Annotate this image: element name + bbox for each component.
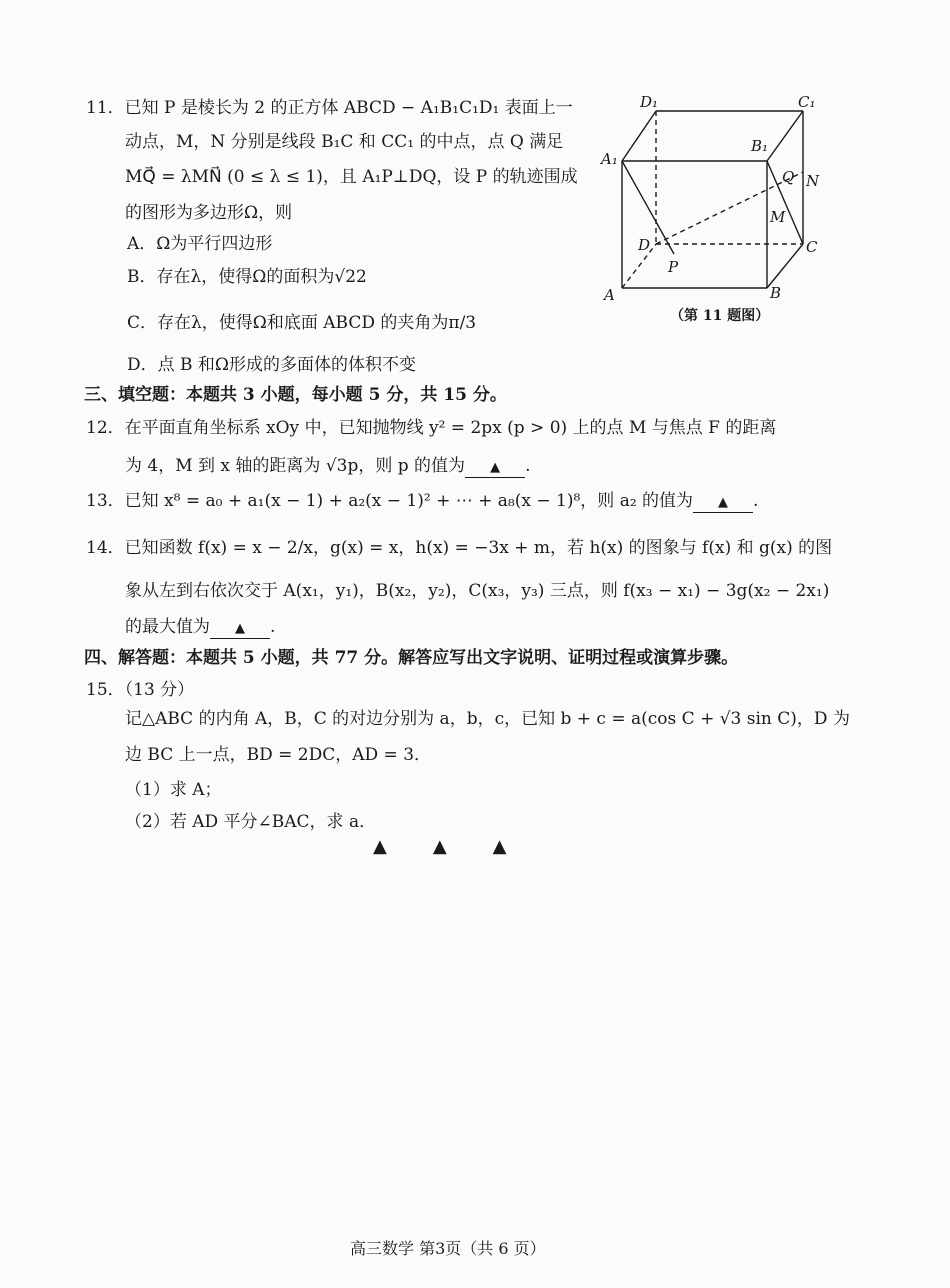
cube-figure [596,92,836,304]
q13-end: . [753,491,759,511]
q13-answer-blank: ▲ [693,494,753,513]
end-of-page-marks: ▲▲▲ [373,836,553,857]
edge-b-c [767,244,803,288]
label-b: B [770,284,782,302]
figure-caption: （第 11 题图） [670,308,770,324]
label-q: Q [782,168,795,186]
q13-text: 13．已知 x⁸ = a₀ + a₁(x − 1) + a₂(x − 1)² + ⋯ + a₈(x − 1)⁸，则 a₂ 的值为 [86,491,694,511]
q11-line-3: MQ⃗ = λMN⃗ (0 ≤ λ ≤ 1)，且 A₁P⊥DQ，设 P 的轨迹围成 [125,167,578,187]
q15-header: 15．（13 分） [86,680,195,700]
q11-option-c: C．存在λ，使得Ω和底面 ABCD 的夹角为π/3 [127,313,477,333]
section-4-heading: 四、解答题：本题共 5 小题，共 77 分。解答应写出文字说明、证明过程或演算步骤。 [84,648,739,668]
q13-line-1 [86,490,758,513]
q12-line-2 [125,455,530,478]
edge-a1-d1 [622,111,656,161]
q12-text: 为 4，M 到 x 轴的距离为 √3p，则 p 的值为 [125,456,466,476]
q11-option-a: A．Ω为平行四边形 [127,234,273,254]
q12-answer-blank: ▲ [465,459,525,478]
q11-line-1: 11．已知 P 是棱长为 2 的正方体 ABCD − A₁B₁C₁D₁ 表面上一 [86,98,573,118]
label-p: P [668,258,679,276]
q14-line-1: 14．已知函数 f(x) = x − 2/x，g(x) = x，h(x) = −3x + m，若 h(x) 的图象与 f(x) 和 g(x) 的图 [86,538,833,558]
q14-line-3 [125,616,275,639]
q11-line-4: 的图形为多边形Ω，则 [125,203,293,223]
label-m: M [770,208,786,226]
label-c: C [806,238,818,256]
q14-text: 的最大值为 [125,617,210,637]
q11-option-d: D．点 B 和Ω形成的多面体的体积不变 [127,355,417,375]
q12-end: . [525,456,531,476]
q15-line-1: 记△ABC 的内角 A，B，C 的对边分别为 a，b，c，已知 b + c = a(cos C + √3 sin C)，D 为 [125,709,850,729]
label-d: D [638,236,651,254]
label-c1: C₁ [798,93,816,111]
label-b1: B₁ [751,137,769,155]
q12-line-1: 12．在平面直角坐标系 xOy 中，已知抛物线 y² = 2px (p > 0) 上的点 M 与焦点 F 的距离 [86,418,777,438]
label-d1: D₁ [640,93,659,111]
label-a1: A₁ [601,150,618,168]
q14-answer-blank: ▲ [210,620,270,639]
q11-option-b: B．存在λ，使得Ω的面积为√22 [127,267,367,287]
edge-b1-c1 [767,111,803,161]
q15-line-2: 边 BC 上一点，BD = 2DC，AD = 3． [125,745,432,765]
page-footer: 高三数学 第3页（共 6 页） [350,1239,546,1258]
section-3-heading: 三、填空题：本题共 3 小题，每小题 5 分，共 15 分。 [84,385,507,405]
label-n: N [806,172,820,190]
q14-line-2: 象从左到右依次交于 A(x₁，y₁)，B(x₂，y₂)，C(x₃，y₃) 三点，则 f(x₃ − x₁) − 3g(x₂ − 2x₁) [125,581,830,601]
q15-part-1: （1）求 A； [125,780,222,800]
q15-part-2: （2）若 AD 平分∠BAC，求 a． [125,812,377,832]
q11-line-2: 动点，M，N 分别是线段 B₁C 和 CC₁ 的中点，点 Q 满足 [125,132,564,152]
label-a: A [604,286,615,304]
q14-end: . [270,617,276,637]
